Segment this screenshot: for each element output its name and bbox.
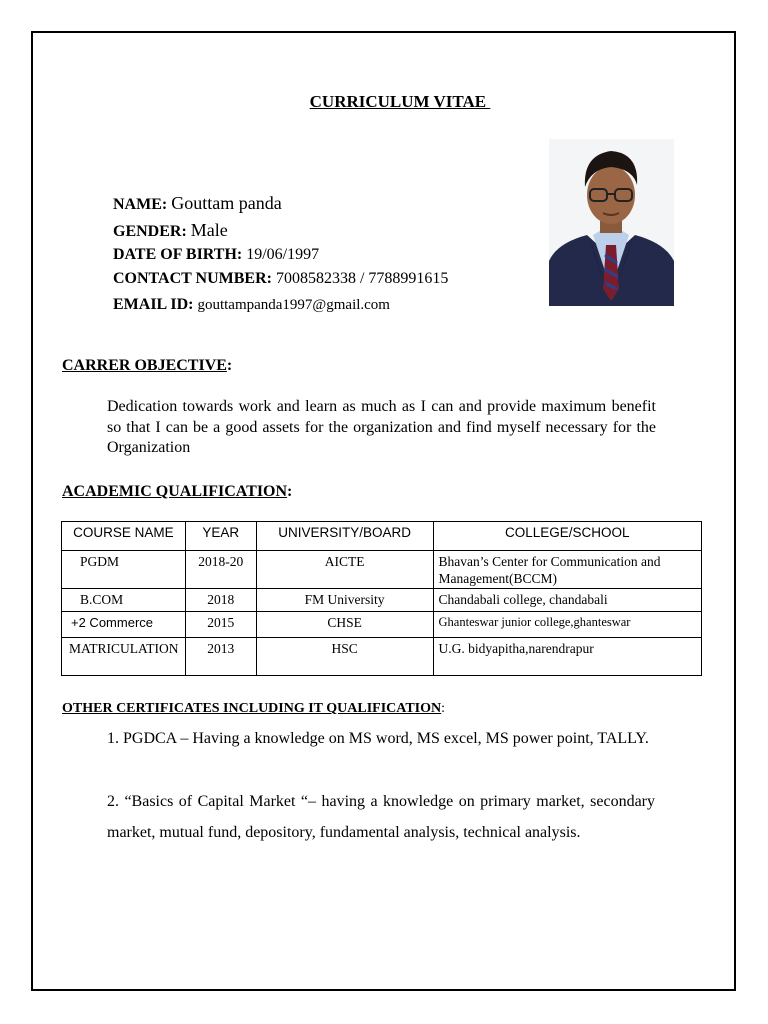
- cell-college: Bhavan’s Center for Communication and Management(BCCM): [433, 551, 701, 589]
- gender-label: GENDER:: [113, 223, 187, 240]
- contact-line: [113, 270, 448, 288]
- dob-line: [113, 246, 319, 264]
- cell-course: MATRICULATION: [62, 638, 186, 676]
- cell-board: AICTE: [256, 551, 433, 589]
- certificates-heading: [62, 701, 445, 717]
- academic-heading-text: ACADEMIC QUALIFICATION: [62, 483, 288, 500]
- objective-text: Dedication towards work and learn as much as I can and provide maximum benefit so that I can be a good assets for the organization and find myself necessary for the Organization: [107, 398, 656, 456]
- cell-board: CHSE: [256, 612, 433, 638]
- objective-heading-colon: :: [226, 357, 233, 374]
- header-board: UNIVERSITY/BOARD: [256, 522, 433, 551]
- cell-college: Chandabali college, chandabali: [433, 589, 701, 612]
- table-row: [62, 612, 702, 638]
- cell-college: U.G. bidyapitha,narendrapur: [433, 638, 701, 676]
- name-label: NAME:: [113, 196, 168, 213]
- cell-year: 2013: [185, 638, 256, 676]
- objective-heading: [62, 357, 232, 375]
- cell-college: Ghanteswar junior college,ghanteswar: [433, 612, 701, 638]
- header-college: COLLEGE/SCHOOL: [433, 522, 701, 551]
- table-row: [62, 589, 702, 612]
- dob-label: DATE OF BIRTH:: [113, 246, 243, 263]
- academic-heading: [62, 483, 292, 501]
- table-row: [62, 551, 702, 589]
- email-line: [113, 296, 390, 314]
- dob-value: 19/06/1997: [246, 246, 320, 263]
- academic-heading-colon: :: [287, 483, 293, 500]
- profile-photo: [549, 139, 674, 306]
- cell-course: B.COM: [62, 589, 186, 612]
- cell-year: 2018: [185, 589, 256, 612]
- header-course: COURSE NAME: [62, 522, 186, 551]
- gender-value: Male: [190, 220, 228, 240]
- cell-year: 2015: [185, 612, 256, 638]
- email-label: EMAIL ID:: [113, 296, 194, 313]
- contact-label: CONTACT NUMBER:: [113, 270, 272, 287]
- certificate-item: 1. PGDCA – Having a knowledge on MS word, MS excel, MS power point, TALLY.: [107, 730, 649, 747]
- cell-year: 2018-20: [185, 551, 256, 589]
- header-year: YEAR: [185, 522, 256, 551]
- certificates-heading-colon: :: [441, 701, 446, 716]
- certificate-item: 2. “Basics of Capital Market “– having a knowledge on primary market, secondary market, mutual fund, depository, fundamental analysis, technical analysis.: [107, 793, 655, 841]
- academic-table: [61, 521, 702, 676]
- certificates-heading-text: OTHER CERTIFICATES INCLUDING IT QUALIFICATION: [62, 701, 442, 716]
- contact-value: 7008582338 / 7788991615: [275, 270, 449, 287]
- gender-line: [113, 220, 228, 241]
- cell-board: FM University: [256, 589, 433, 612]
- name-line: [113, 193, 282, 214]
- name-value: Gouttam panda: [171, 193, 282, 213]
- cell-board: HSC: [256, 638, 433, 676]
- cell-course: +2 Commerce: [62, 612, 186, 638]
- page-title: CURRICULUM VITAE: [309, 92, 491, 111]
- table-header-row: [62, 522, 702, 551]
- table-row: [62, 638, 702, 676]
- cell-course: PGDM: [62, 551, 186, 589]
- objective-heading-text: CARRER OBJECTIVE: [62, 357, 227, 374]
- email-value: gouttampanda1997@gmail.com: [197, 297, 390, 313]
